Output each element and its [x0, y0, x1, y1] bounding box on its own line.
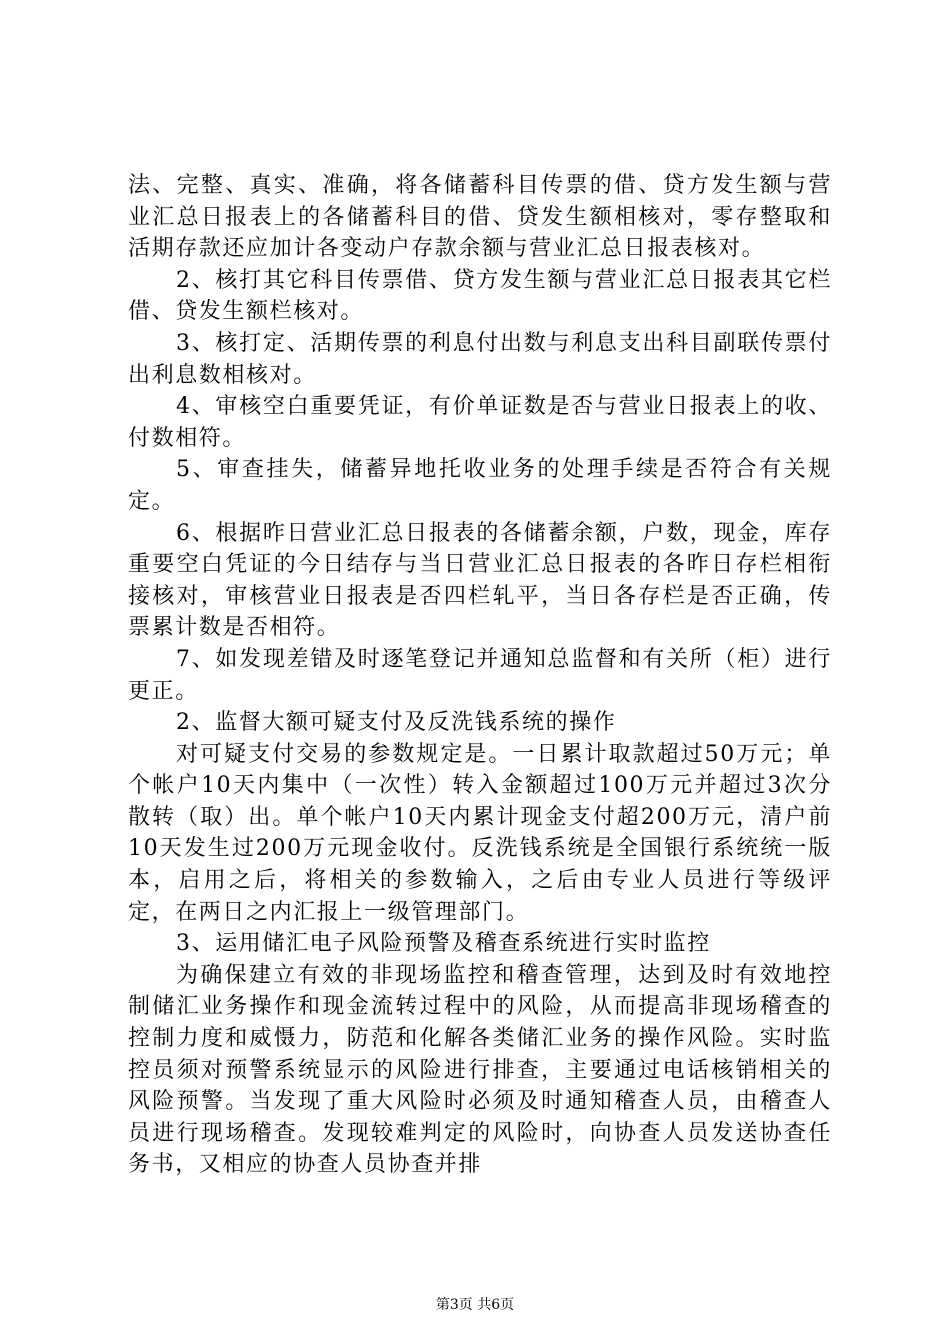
paragraph-7: 7、如发现差错及时逐笔登记并通知总监督和有关所（柜）进行更正。: [128, 646, 832, 704]
paragraph-3: 3、核打定、活期传票的利息付出数与利息支出科目副联传票付出利息数相核对。: [128, 330, 832, 388]
paragraph-2: 2、核打其它科目传票借、贷方发生额与营业汇总日报表其它栏借、贷发生额栏核对。: [128, 267, 832, 325]
paragraph-1: 法、完整、真实、准确，将各储蓄科目传票的借、贷方发生额与营业汇总日报表上的各储蓄科目的借、贷发生额相核对，零存整取和活期存款还应加计各变动户存款余额与营业汇总日报表核对。: [128, 173, 832, 262]
paragraph-5: 5、审查挂失，储蓄异地托收业务的处理手续是否符合有关规定。: [128, 457, 832, 514]
document-body: [128, 170, 832, 1181]
paragraph-4: 4、审核空白重要凭证，有价单证数是否与营业日报表上的收、付数相符。: [128, 394, 832, 451]
paragraph-11: 为确保建立有效的非现场监控和稽查管理，达到及时有效地控制储汇业务操作和现金流转过程中的风险，从而提高非现场稽查的控制力度和威慑力，防范和化解各类储汇业务的操作风险。实时监控员须对预警系统显示的风险进行排查，主要通过电话核销相关的风险预警。当发现了重大风险时必须及时通知稽查人员，由稽查人员进行现场稽查。发现较难判定的风险时，向协查人员发送协查任务书，又相应的协查人员协查并排: [128, 962, 832, 1178]
section-heading-3: 3、运用储汇电子风险预警及稽查系统进行实时监控: [176, 931, 711, 957]
paragraph-6: 6、根据昨日营业汇总日报表的各储蓄余额，户数，现金，库存重要空白凭证的今日结存与当日营业汇总日报表的各昨日存栏相衔接核对，审核营业日报表是否四栏轧平，当日各存栏是否正确，传票累计数是否相符。: [128, 520, 832, 641]
page-footer: 第3页 共6页: [435, 1297, 515, 1313]
paragraph-9: 对可疑支付交易的参数规定是。一日累计取款超过50万元；单个帐户10天内集中（一次性）转入金额超过100万元并超过3次分散转（取）出。单个帐户10天内累计现金支付超200万元，清户前10天发生过200万元现金收付。反洗钱系统是全国银行系统统一版本，启用之后，将相关的参数输入，之后由专业人员进行等级评定，在两日之内汇报上一级管理部门。: [128, 741, 832, 925]
section-heading-2: 2、监督大额可疑支付及反洗钱系统的操作: [176, 710, 617, 736]
